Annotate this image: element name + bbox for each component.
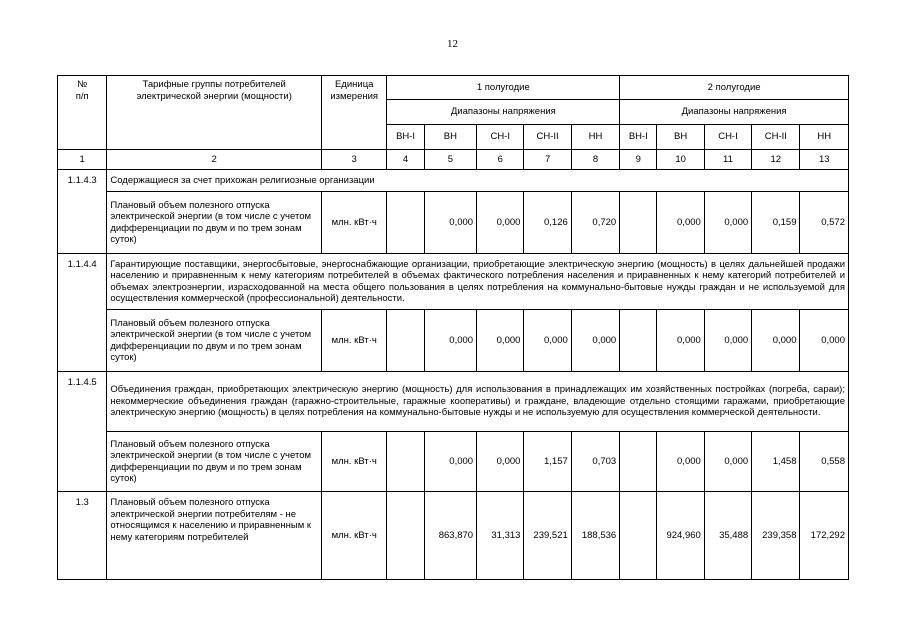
- cell-h1-nn: 188,536: [571, 492, 619, 580]
- voltage-nn-h2: НН: [800, 125, 849, 150]
- cell-h2-vn1: [620, 310, 657, 372]
- header-num: [58, 76, 107, 150]
- colnum-4: 4: [387, 150, 424, 170]
- colnum-8: 8: [571, 150, 619, 170]
- cell-h1-sn2: 239,521: [524, 492, 571, 580]
- header-group-text: Тарифные группы потребителей электрической энергии (мощности): [136, 79, 292, 102]
- row-unit: млн. кВт·ч: [321, 310, 386, 372]
- colnum-2: 2: [107, 150, 322, 170]
- row-unit: млн. кВт·ч: [321, 432, 386, 492]
- cell-h2-sn1: 0,000: [704, 310, 751, 372]
- cell-h2-sn2: 1,458: [752, 432, 800, 492]
- voltage-sn2-h2: СН-II: [752, 125, 800, 150]
- header-unit-text: Единица измерения: [330, 79, 379, 102]
- colnum-7: 7: [524, 150, 571, 170]
- cell-h1-nn: 0,720: [571, 192, 619, 254]
- row-label: Плановый объем полезного отпуска электрической энергии потребителям - не относящимся к населению и приравненным к нему категориям потребителей: [107, 492, 322, 580]
- voltage-vn1-h2: ВН-I: [620, 125, 657, 150]
- section-title-row: [58, 372, 849, 432]
- header-num-text: № п/п: [75, 79, 89, 102]
- header-voltage-ranges-1: Диапазоны напряжения: [387, 100, 620, 125]
- cell-h2-sn1: 0,000: [704, 432, 751, 492]
- voltage-nn-h1: НН: [571, 125, 619, 150]
- header-half2: 2 полугодие: [620, 76, 849, 100]
- section-title: Гарантирующие поставщики, энергосбытовые, энергоснабжающие организации, приобретающие электрическую энергию (мощность) в целях дальнейшей продажи населению и приравненным к нему категориям потребителей в объемах фактического потребления населения и приравненных к нему категорий потребителей и объемах электроэнергии, израсходованной на места общего пользования в целях потребления на коммунально-бытовые нужды граждан и не используемой для осуществления коммерческой (профессиональной) деятельности.: [107, 254, 849, 310]
- cell-h2-vn1: [620, 432, 657, 492]
- colnum-6: 6: [477, 150, 524, 170]
- voltage-vn-h1: ВН: [424, 125, 476, 150]
- voltage-vn-h2: ВН: [657, 125, 704, 150]
- page-number: 12: [447, 38, 458, 50]
- cell-h1-sn1: 0,000: [477, 310, 524, 372]
- cell-h1-vn1: [387, 310, 424, 372]
- row-label: Плановый объем полезного отпуска электрической энергии (в том числе с учетом дифференциации по двум и по трем зонам суток): [107, 192, 322, 254]
- cell-h2-nn: 0,558: [800, 432, 849, 492]
- table-row: [58, 492, 849, 580]
- cell-h2-sn2: 239,358: [752, 492, 800, 580]
- cell-h2-vn: 924,960: [657, 492, 704, 580]
- row-label: Плановый объем полезного отпуска электрической энергии (в том числе с учетом дифференциации по двум и по трем зонам суток): [107, 310, 322, 372]
- section-num: 1.1.4.5: [58, 372, 107, 492]
- voltage-sn1-h2: СН-I: [704, 125, 751, 150]
- colnum-1: 1: [58, 150, 107, 170]
- row-num: 1.3: [58, 492, 107, 580]
- voltage-sn2-h1: СН-II: [524, 125, 571, 150]
- colnum-13: 13: [800, 150, 849, 170]
- colnum-3: 3: [321, 150, 386, 170]
- section-num: 1.1.4.3: [58, 170, 107, 254]
- cell-h1-vn1: [387, 432, 424, 492]
- cell-h1-vn1: [387, 192, 424, 254]
- cell-h1-vn: 0,000: [424, 192, 476, 254]
- cell-h2-vn1: [620, 192, 657, 254]
- cell-h1-sn2: 1,157: [524, 432, 571, 492]
- cell-h1-vn1: [387, 492, 424, 580]
- cell-h1-nn: 0,000: [571, 310, 619, 372]
- colnum-11: 11: [704, 150, 751, 170]
- section-title-row: [58, 254, 849, 310]
- cell-h2-nn: 0,572: [800, 192, 849, 254]
- section-title-row: [58, 170, 849, 192]
- header-unit: [321, 76, 386, 150]
- colnum-9: 9: [620, 150, 657, 170]
- cell-h1-vn: 863,870: [424, 492, 476, 580]
- header-half1: 1 полугодие: [387, 76, 620, 100]
- cell-h1-vn: 0,000: [424, 432, 476, 492]
- cell-h1-sn1: 0,000: [477, 192, 524, 254]
- section-title: Объединения граждан, приобретающих электрическую энергию (мощность) для использования в принадлежащих им хозяйственных постройках (погреба, сараи); некоммерческие объединения граждан (гаражно-строительные, гаражные кооперативы) и граждане, владеющие отдельно стоящими гаражами, приобретающие электрическую энергию (мощность) в целях потребления на коммунально-бытовые нужды и не используемую для осуществления коммерческой деятельности.: [107, 372, 849, 432]
- colnum-12: 12: [752, 150, 800, 170]
- cell-h2-nn: 0,000: [800, 310, 849, 372]
- cell-h2-vn1: [620, 492, 657, 580]
- section-num: 1.1.4.4: [58, 254, 107, 372]
- cell-h2-nn: 172,292: [800, 492, 849, 580]
- voltage-sn1-h1: СН-I: [477, 125, 524, 150]
- cell-h2-sn2: 0,000: [752, 310, 800, 372]
- row-label: Плановый объем полезного отпуска электрической энергии (в том числе с учетом дифференциации по двум и по трем зонам суток): [107, 432, 322, 492]
- tariff-table: [57, 75, 849, 580]
- row-unit: млн. кВт·ч: [321, 492, 386, 580]
- header-voltage-ranges-2: Диапазоны напряжения: [620, 100, 849, 125]
- cell-h2-vn: 0,000: [657, 432, 704, 492]
- table-row: [58, 192, 849, 254]
- colnum-10: 10: [657, 150, 704, 170]
- column-numbers-row: [58, 150, 849, 170]
- cell-h1-sn1: 31,313: [477, 492, 524, 580]
- cell-h1-vn: 0,000: [424, 310, 476, 372]
- row-unit: млн. кВт·ч: [321, 192, 386, 254]
- header-row-1: [58, 76, 849, 100]
- cell-h2-vn: 0,000: [657, 192, 704, 254]
- cell-h2-sn1: 0,000: [704, 192, 751, 254]
- table-row: [58, 432, 849, 492]
- voltage-vn1-h1: ВН-I: [387, 125, 424, 150]
- header-group: [107, 76, 322, 150]
- colnum-5: 5: [424, 150, 476, 170]
- cell-h1-sn2: 0,126: [524, 192, 571, 254]
- cell-h2-sn1: 35,488: [704, 492, 751, 580]
- section-title: Содержащиеся за счет прихожан религиозные организации: [107, 170, 849, 192]
- cell-h2-sn2: 0,159: [752, 192, 800, 254]
- cell-h1-nn: 0,703: [571, 432, 619, 492]
- cell-h1-sn1: 0,000: [477, 432, 524, 492]
- cell-h2-vn: 0,000: [657, 310, 704, 372]
- table-row: [58, 310, 849, 372]
- cell-h1-sn2: 0,000: [524, 310, 571, 372]
